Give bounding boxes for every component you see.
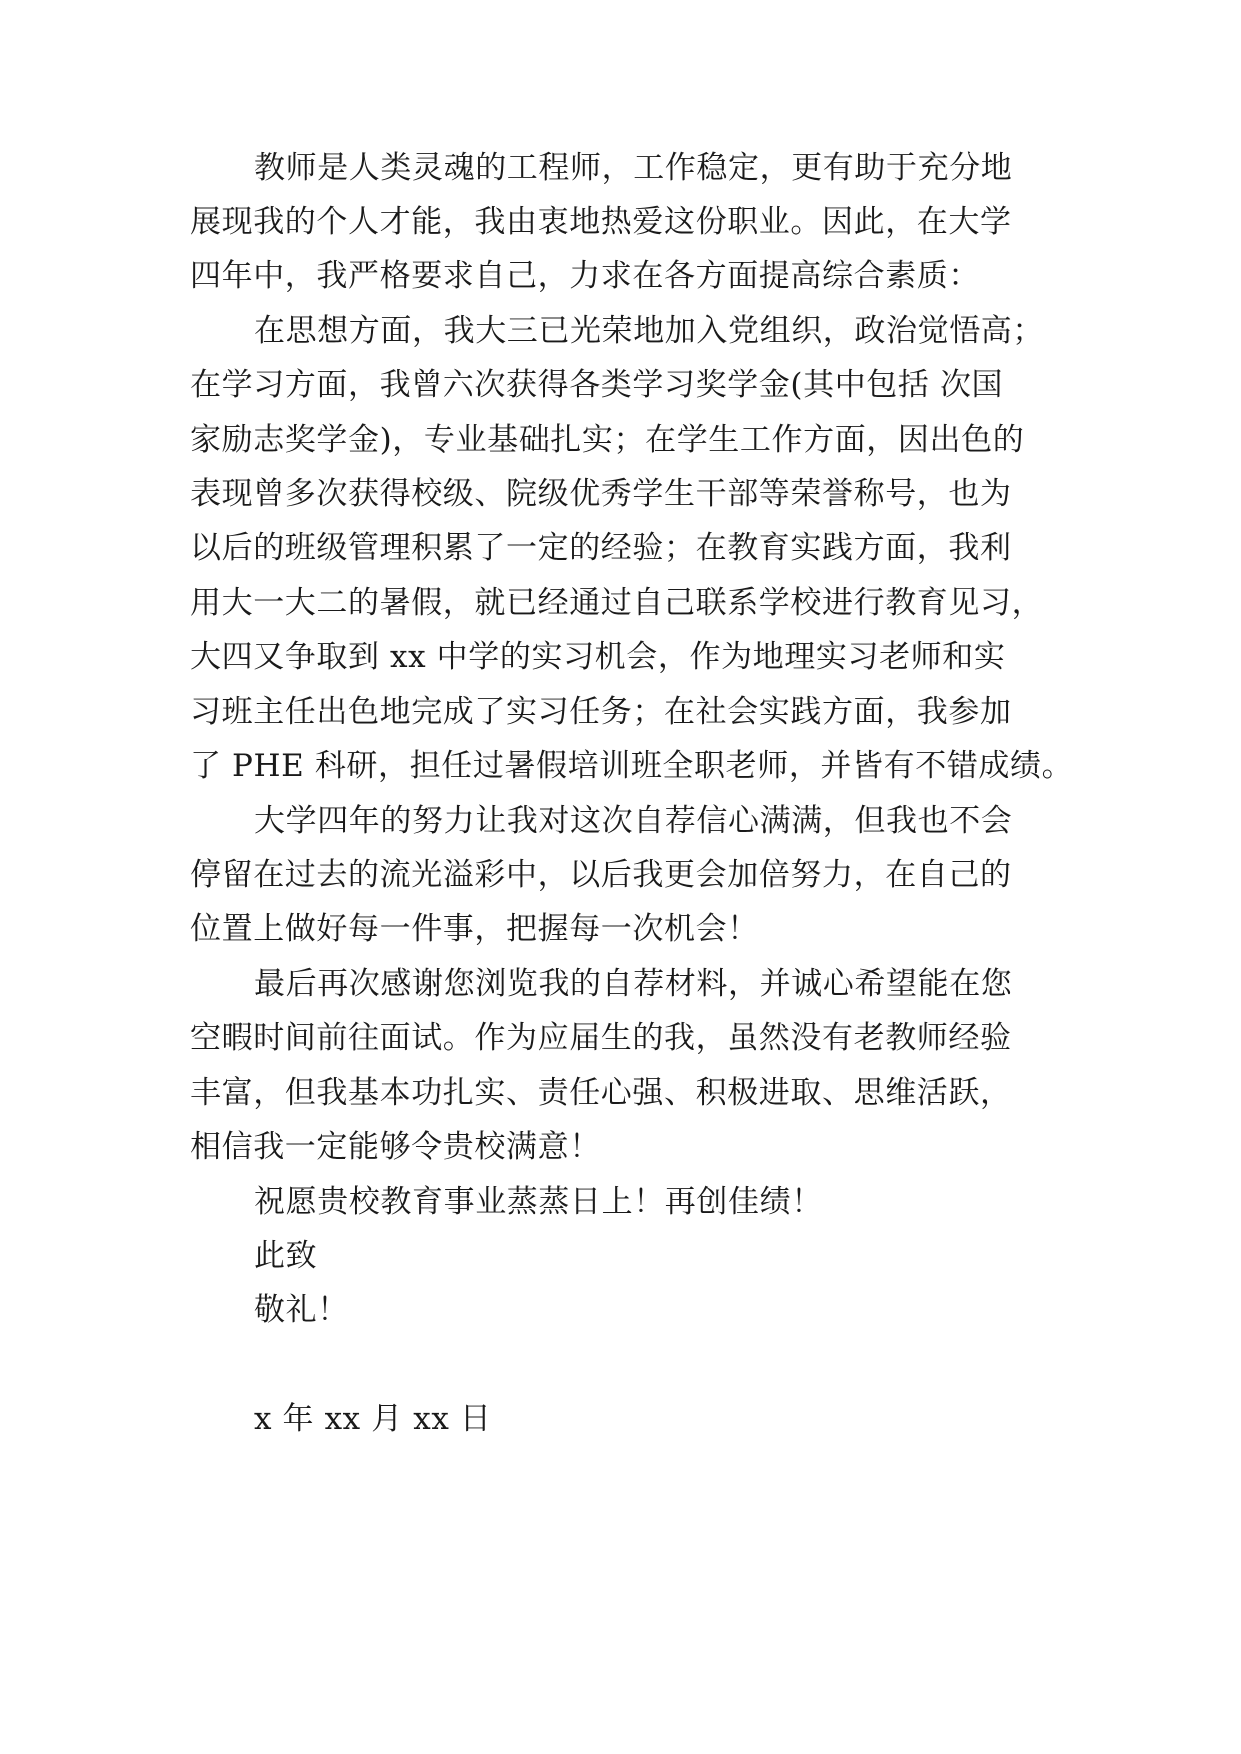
paragraph-2-line-1: 在思想方面，我大三已光荣地加入党组织，政治觉悟高； — [254, 313, 1044, 349]
closing-wish: 祝愿贵校教育事业蒸蒸日上！再创佳绩！ — [254, 1184, 823, 1220]
paragraph-1-line-1: 教师是人类灵魂的工程师，工作稳定，更有助于充分地 — [254, 150, 1013, 186]
date-line: x 年 xx 月 xx 日 — [254, 1401, 492, 1437]
paragraph-1-line-2: 展现我的个人才能，我由衷地热爱这份职业。因此，在大学 — [190, 204, 1012, 240]
paragraph-2-line-6: 用大一大二的暑假，就已经通过自己联系学校进行教育见习， — [190, 585, 1044, 621]
paragraph-2-line-4: 表现曾多次获得校级、院级优秀学生干部等荣誉称号，也为 — [190, 476, 1012, 512]
closing-regards: 敬礼！ — [254, 1292, 349, 1328]
paragraph-2-line-5: 以后的班级管理积累了一定的经验；在教育实践方面，我利 — [190, 530, 1012, 566]
closing-salutation: 此致 — [254, 1238, 318, 1274]
paragraph-4-line-2: 空暇时间前往面试。作为应届生的我，虽然没有老教师经验 — [190, 1020, 1012, 1056]
paragraph-3-line-3: 位置上做好每一件事，把握每一次机会！ — [190, 911, 759, 947]
paragraph-2-line-9: 了 PHE 科研，担任过暑假培训班全职老师，并皆有不错成绩。 — [190, 748, 1074, 784]
paragraph-4-line-4: 相信我一定能够令贵校满意！ — [190, 1129, 601, 1165]
paragraph-2-line-2: 在学习方面，我曾六次获得各类学习奖学金(其中包括 次国 — [190, 367, 1004, 403]
paragraph-4-line-3: 丰富，但我基本功扎实、责任心强、积极进取、思维活跃， — [190, 1075, 1012, 1111]
paragraph-2-line-7: 大四又争取到 xx 中学的实习机会，作为地理实习老师和实 — [190, 639, 1006, 675]
paragraph-3-line-2: 停留在过去的流光溢彩中，以后我更会加倍努力，在自己的 — [190, 857, 1012, 893]
paragraph-1-line-3: 四年中，我严格要求自己，力求在各方面提高综合素质： — [190, 258, 980, 294]
paragraph-2-line-3: 家励志奖学金)，专业基础扎实；在学生工作方面，因出色的 — [190, 422, 1025, 458]
paragraph-3-line-1: 大学四年的努力让我对这次自荐信心满满，但我也不会 — [254, 803, 1013, 839]
paragraph-4-line-1: 最后再次感谢您浏览我的自荐材料，并诚心希望能在您 — [254, 966, 1013, 1002]
paragraph-2-line-8: 习班主任出色地完成了实习任务；在社会实践方面，我参加 — [190, 694, 1012, 730]
